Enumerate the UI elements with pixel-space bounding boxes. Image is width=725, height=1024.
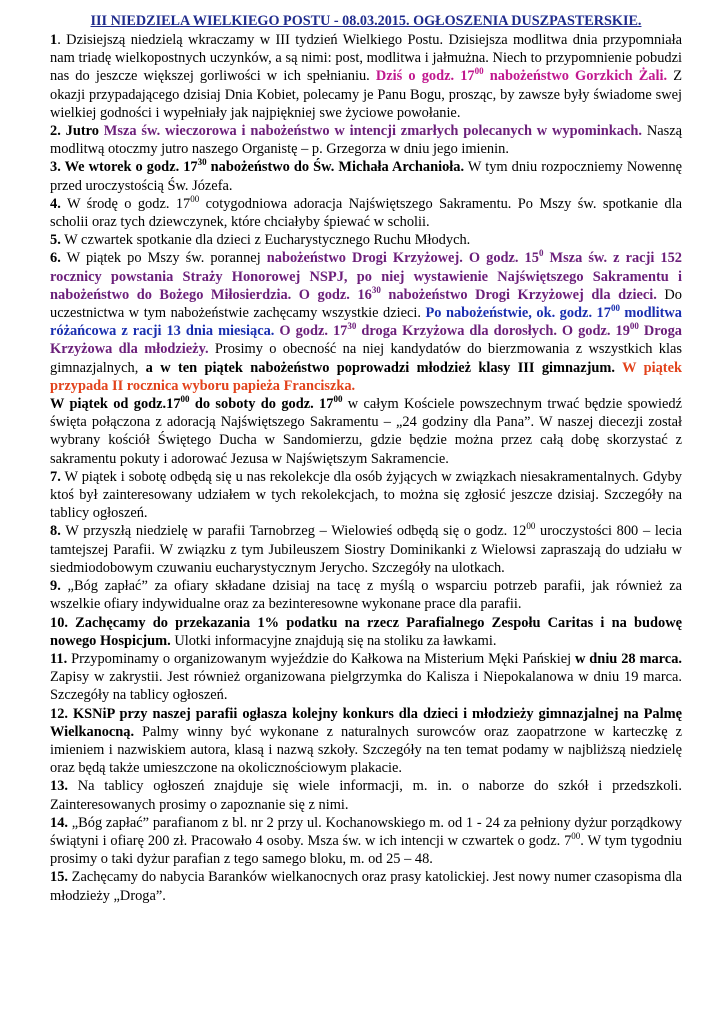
highlight: Droga Krzyżowa dla młodzieży. bbox=[50, 323, 682, 358]
text: Naszą modlitwą otoczmy jutro naszego Organistę – p. Grzegorza w dniu jego imienin. bbox=[50, 123, 682, 158]
bold-text: 12. KSNiP przy naszej parafii ogłasza kolejny konkurs dla dzieci i młodzieży gimnazjalnej na Palmę Wielkanocną. bbox=[50, 705, 682, 740]
text: Prosimy o obecność na niej kandydatów do bierzmowania z wszystkich klas gimnazjalnych, bbox=[50, 341, 682, 376]
announcement-3 bbox=[50, 158, 682, 194]
text: W piątek po Mszy św. porannej bbox=[60, 250, 267, 267]
announcement-4 bbox=[50, 195, 682, 231]
item-number: 5. bbox=[50, 232, 61, 249]
superscript: 30 bbox=[347, 321, 357, 332]
highlight: Msza św. wieczorowa i nabożeństwo w intencji zmarłych polecanych w wypominkach. bbox=[103, 123, 642, 140]
announcement-5 bbox=[50, 231, 682, 249]
superscript: 00 bbox=[180, 394, 190, 405]
text: „Bóg zapłać” parafianom z bl. nr 2 przy ul. Kochanowskiego m. od 1 - 24 za pełniony dyżur porządkowy świątyni i ofiarę 200 zł. Pracowało 4 osoby. Msza św. w ich intencji w czwartek o godz. 7 bbox=[50, 814, 682, 849]
superscript: 30 bbox=[371, 284, 381, 295]
bold-text: nabożeństwo do Św. Michała Archanioła. bbox=[206, 159, 465, 176]
text: W przyszłą niedzielę w parafii Tarnobrzeg – Wielowieś odbędą się o godz. 12 bbox=[60, 523, 527, 540]
item-number: 9. bbox=[50, 578, 61, 595]
text: Do uczestnictwa w tym nabożeństwie zachęcamy wszystkie dzieci. bbox=[50, 286, 683, 322]
announcement-2 bbox=[50, 122, 682, 158]
announcement-14 bbox=[50, 814, 682, 869]
text: w całym Kościele powszechnym trwać będzie spowiedź święta połączona z adoracją Najświętszego Sakramentu – „24 godziny dla Pana”. W naszej diecezji został wybrany kościół Świętego Ducha w Sandomierzu, gdzie będzie można przez całą dobę skorzystać z sakramentu pokuty i adorować Jezusa w Najświętszym Sakramencie. bbox=[50, 396, 682, 467]
bold-text: do soboty do godz. 17 bbox=[189, 396, 334, 413]
announcement-15 bbox=[50, 868, 682, 904]
highlight-blue: Po nabożeństwie, ok. godz. 17 bbox=[425, 305, 611, 322]
announcement-6 bbox=[50, 249, 682, 395]
announcement-1 bbox=[50, 31, 682, 122]
superscript: 00 bbox=[571, 830, 581, 841]
bold-text: 10. Zachęcamy do przekazania 1% podatku na rzecz Parafialnego Zespołu Caritas i na budowę nowego Hospicjum. bbox=[50, 614, 682, 649]
text: . W tym tygodniu prosimy o taki dyżur parafian z tego samego bloku, m. od 25 – 48. bbox=[50, 832, 682, 868]
superscript: 00 bbox=[190, 193, 200, 204]
highlight: droga Krzyżowa dla dorosłych. O godz. 19 bbox=[356, 323, 630, 340]
superscript: 00 bbox=[474, 66, 484, 77]
item-number: 13. bbox=[50, 778, 68, 795]
text: „Bóg zapłać” za ofiary składane dzisiaj na tacę z myślą o wsparciu potrzeb parafii, jak również za wszelkie ofiary indywidualne oraz za bezinteresowne wykonane prace dla parafii. bbox=[50, 578, 682, 613]
item-number: 2. Jutro bbox=[50, 123, 104, 140]
highlight-red: W piątek przypada II rocznica wyboru papieża Franciszka. bbox=[50, 359, 682, 394]
item-number: 6. bbox=[50, 250, 61, 267]
item-number: 14. bbox=[50, 814, 68, 831]
item-number: 15. bbox=[50, 869, 68, 886]
announcement-9 bbox=[50, 577, 682, 613]
announcement-13 bbox=[50, 777, 682, 813]
superscript: 00 bbox=[629, 321, 639, 332]
text: Na tablicy ogłoszeń znajduje się wiele informacji, m. in. o naborze do szkół i przedszkoli. Zainteresowanych prosimy o zapoznanie się z nimi. bbox=[50, 778, 682, 813]
announcement-11 bbox=[50, 650, 682, 705]
bold-text: a w ten piątek nabożeństwo poprowadzi młodzież klasy III gimnazjum. bbox=[145, 359, 615, 376]
highlight-blue: modlitwa różańcowa z racji 13 dnia miesiąca. bbox=[50, 305, 682, 340]
text: Palmy winny być wykonane z naturalnych surowców oraz zaopatrzone w karteczkę z imieniem i nazwiskiem autora, klasą i nazwą szkoły. Szczegóły na ten temat podamy w najbliższą niedzielę oraz będą także umieszczone na okolicznościowym plakacie. bbox=[50, 723, 682, 777]
item-number: 7. bbox=[50, 468, 61, 485]
text: uroczystości 800 – lecia tamtejszej Parafii. W związku z tym Jubileuszem Siostry Dominikanki z Wielowsi zapraszają do udziału w siedmiodobowym czuwaniu eucharystycznym Jerycho. Szczegóły na ulotkach. bbox=[50, 523, 682, 576]
announcement-10 bbox=[50, 614, 682, 650]
bold-text: W piątek od godz.17 bbox=[50, 396, 181, 413]
text: Przypominamy o organizowanym wyjeździe do Kałkowa na Misterium Męki Pańskiej bbox=[67, 650, 576, 667]
item-number: 1 bbox=[50, 32, 58, 48]
item-number: 4. bbox=[50, 195, 61, 212]
superscript: 00 bbox=[526, 521, 536, 532]
highlight: nabożeństwo Drogi Krzyżowej dla dzieci. bbox=[380, 286, 657, 303]
text: W piątek i sobotę odbędą się u nas rekolekcje dla osób żyjących w związkach niesakramentalnych. Gdyby ktoś był zainteresowany udziałem w tych rekolekcjach, to można się zgłosić jeszcze dzisiaj. Szczegóły na tablicy ogłoszeń. bbox=[50, 468, 682, 522]
highlight: Msza św. z racji 152 rocznicy powstania Straży Honorowej NSPJ, po niej wystawienie Najświętszego Sakramentu i nabożeństwo do Bożego Miłosierdzia. O godz. 16 bbox=[50, 250, 682, 303]
announcements-page bbox=[50, 12, 682, 905]
highlight: nabożeństwo Gorzkich Żali. bbox=[483, 68, 668, 85]
superscript: 00 bbox=[333, 394, 343, 405]
announcement-12 bbox=[50, 705, 682, 778]
text: Z okazji przypadającego dzisiaj Dnia Kobiet, polecamy je Panu Bogu, prosząc, by zawsze były świadome swej wielkiej godności i wypełniały jak najpiękniej swe życiowe powołanie. bbox=[50, 68, 683, 121]
text: W tym dniu rozpoczniemy Nowennę przed uroczystością Św. Józefa. bbox=[50, 159, 682, 194]
text: W czwartek spotkanie dla dzieci z Eucharystycznego Ruchu Młodych. bbox=[60, 232, 471, 249]
text: Zapisy w zakrystii. Jest również organizowana pielgrzymka do Kalisza i Niepokalanowa w dniu 19 marca. Szczegóły na tablicy ogłoszeń. bbox=[50, 669, 682, 704]
text: W środę o godz. 17 bbox=[60, 195, 191, 212]
text: . Dzisiejszą niedzielą wkraczamy w III tydzień Wielkiego Postu. Dzisiejsza modlitwa dnia przypomniała nam triadę wielkopostnych uczynków, a są nimi: post, modlitwa i jałmużna. Niech to przypomnienie pobudzi nas do jeszcze większej gorliwości w ich spełnianiu. bbox=[50, 32, 682, 85]
text: Ulotki informacyjne znajdują się na stoliku za ławkami. bbox=[170, 632, 497, 649]
page-title: III NIEDZIELA WIELKIEGO POSTU - 08.03.2015. OGŁOSZENIA DUSZPASTERSKIE. bbox=[90, 13, 642, 29]
announcement-8 bbox=[50, 522, 682, 577]
superscript: 00 bbox=[610, 303, 620, 314]
superscript: 30 bbox=[197, 157, 207, 168]
highlight: O godz. 17 bbox=[274, 323, 348, 340]
superscript: 0 bbox=[538, 248, 544, 259]
bold-text: w dniu 28 marca. bbox=[575, 650, 682, 667]
announcement-7 bbox=[50, 468, 682, 523]
item-number: 11. bbox=[50, 650, 68, 667]
item-number: 8. bbox=[50, 523, 61, 540]
text: Zachęcamy do nabycia Baranków wielkanocnych oraz prasy katolickiej. Jest nowy numer czasopisma dla młodzieży „Droga”. bbox=[50, 869, 682, 904]
highlight: nabożeństwo Drogi Krzyżowej. O godz. 15 bbox=[266, 250, 539, 267]
text: cotygodniowa adoracja Najświętszego Sakramentu. Po Mszy św. spotkanie dla scholii oraz tych dziewczynek, które chciałyby śpiewać w scholii. bbox=[50, 195, 682, 231]
highlight: Dziś o godz. 17 bbox=[375, 68, 475, 85]
bold-text: 3. We wtorek o godz. 17 bbox=[50, 159, 198, 176]
announcement-confession bbox=[50, 395, 682, 468]
